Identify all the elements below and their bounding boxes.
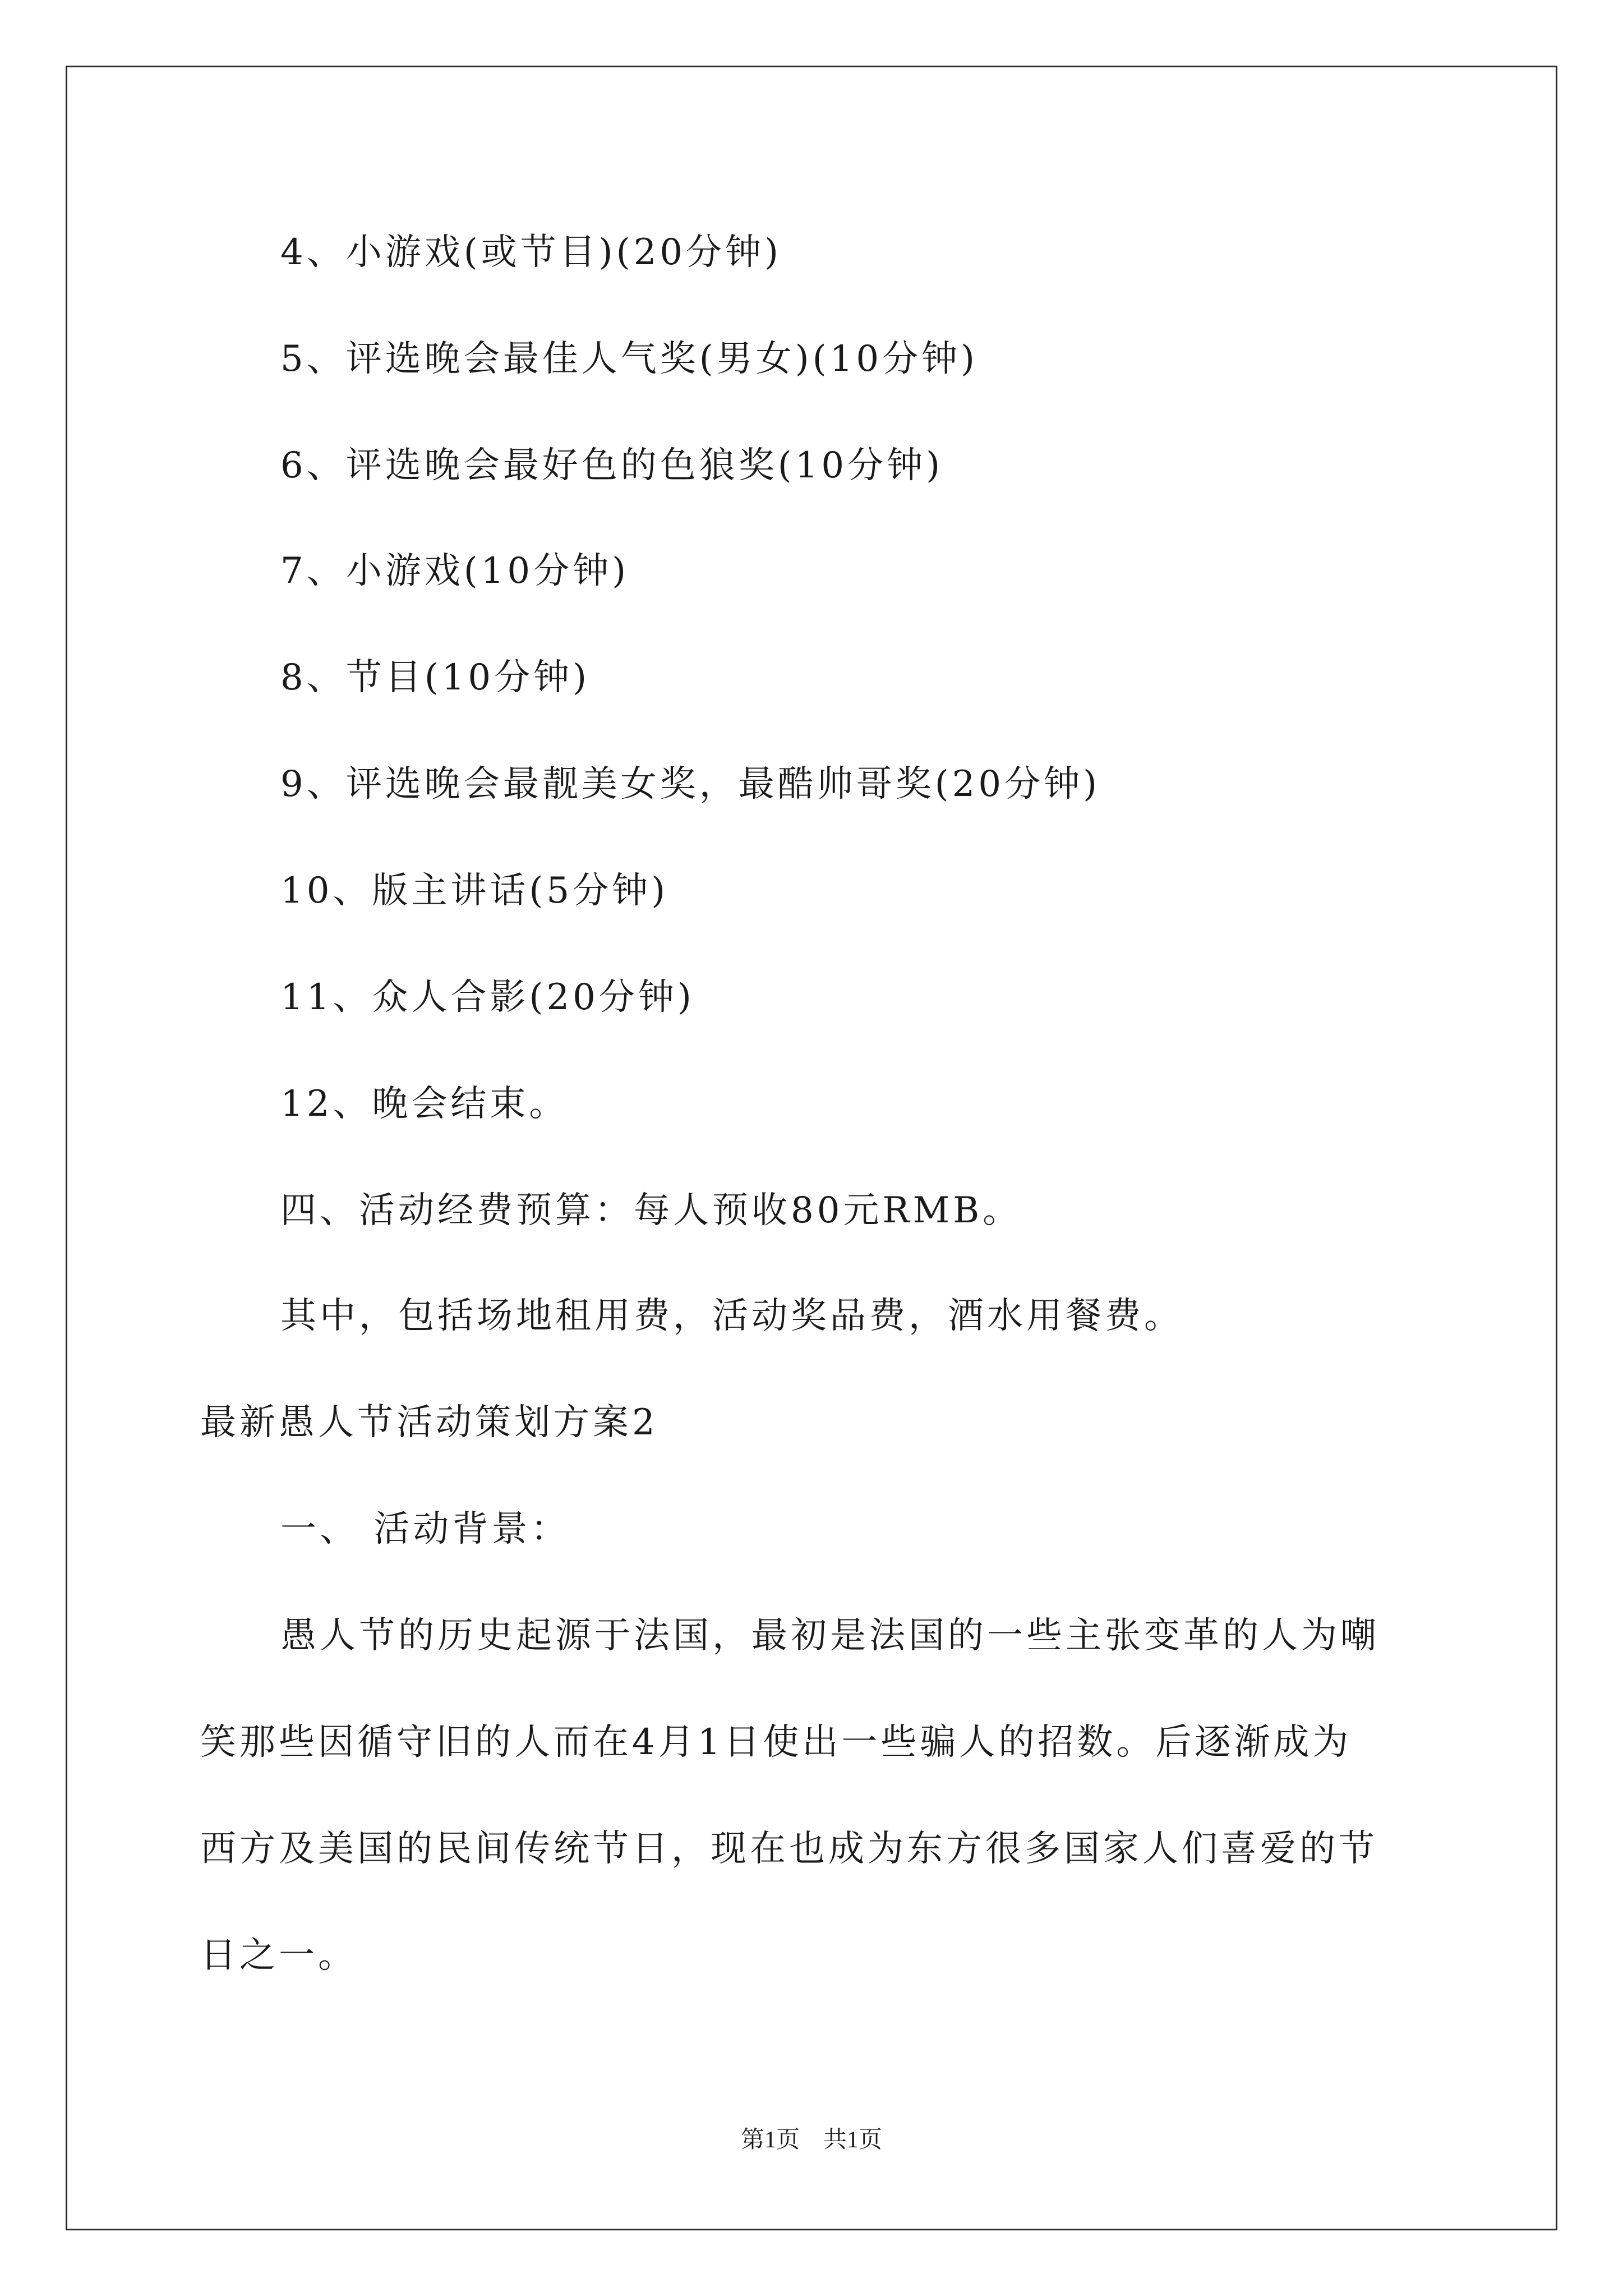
agenda-item-12: 12、晚会结束。: [280, 1083, 569, 1125]
agenda-item-9: 9、评选晚会最靓美女奖，最酷帅哥奖(20分钟): [280, 763, 1101, 805]
agenda-item-5: 5、评选晚会最佳人气奖(男女)(10分钟): [280, 338, 979, 380]
paragraph-line-2: 笑那些因循守旧的人而在4月1日使出一些骗人的招数。后逐渐成为: [200, 1722, 1352, 1763]
agenda-item-6: 6、评选晚会最好色的色狼奖(10分钟): [280, 445, 944, 486]
page-footer: 第1页 共1页: [740, 2127, 882, 2153]
agenda-item-8: 8、节目(10分钟): [280, 657, 591, 698]
paragraph-line-4: 日之一。: [200, 1935, 357, 1976]
budget-heading: 四、活动经费预算：每人预收80元RMB。: [280, 1190, 1022, 1231]
agenda-item-4: 4、小游戏(或节目)(20分钟): [280, 232, 782, 273]
section-title: 最新愚人节活动策划方案2: [200, 1402, 658, 1443]
paragraph-line-3: 西方及美国的民间传统节日，现在也成为东方很多国家人们喜爱的节: [200, 1828, 1378, 1870]
page-border: [66, 66, 1557, 2230]
agenda-item-10: 10、版主讲话(5分钟): [280, 870, 669, 912]
agenda-item-11: 11、众人合影(20分钟): [280, 977, 695, 1018]
budget-detail: 其中，包括场地租用费，活动奖品费，酒水用餐费。: [280, 1295, 1183, 1337]
background-heading: 一、 活动背景：: [280, 1508, 570, 1550]
agenda-item-7: 7、小游戏(10分钟): [280, 550, 630, 592]
paragraph-line-1: 愚人节的历史起源于法国，最初是法国的一些主张变革的人为嘲: [280, 1615, 1380, 1657]
